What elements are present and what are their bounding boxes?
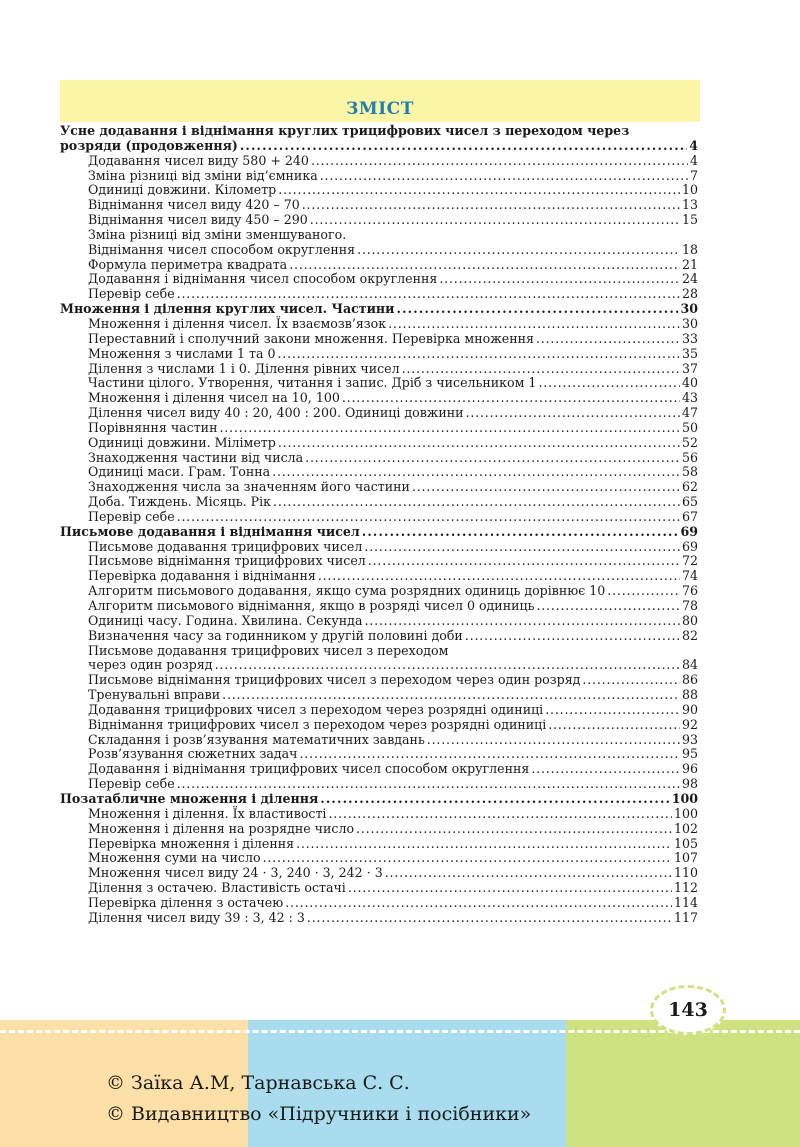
toc-page-number: 110 [673,865,698,881]
toc-leader-dots [278,183,680,198]
toc-page-number: 35 [681,345,698,361]
toc-entry-title: Віднімання чисел виду 450 – 290 [88,212,308,228]
toc-entry-row [60,169,698,184]
table-of-contents [60,124,698,926]
toc-entry-row [60,465,698,480]
toc-leader-dots [357,243,680,258]
toc-entry-row [60,362,698,377]
toc-page-number: 65 [681,494,698,510]
toc-entry-title: Знаходження частини від числа [88,449,304,465]
toc-entry-title: Множення і ділення. Їх властивості [88,805,327,821]
toc-leader-dots [299,747,680,762]
toc-entry-title: Частини цілого. Утворення, читання і запис. Дріб з чисельником 1 [88,375,537,391]
toc-leader-dots [607,584,680,599]
toc-leader-dots [536,332,680,347]
toc-leader-dots [465,629,680,644]
toc-title: ЗМІСТ [346,99,414,119]
toc-page-number: 90 [681,701,698,717]
toc-entry-row [60,436,698,451]
toc-entry-title: Ділення чисел виду 39 : 3, 42 : 3 [88,909,305,925]
toc-page-number: 74 [681,568,698,584]
toc-entry-title: Віднімання чисел способом округлення [88,241,356,257]
toc-leader-dots [215,658,680,673]
toc-entry-title: Порівняння частин [88,419,218,435]
toc-entry-row [60,540,698,555]
toc-entry-title: Одиниці часу. Година. Хвилина. Секунда [88,612,363,628]
toc-leader-dots [219,421,680,436]
toc-page-number: 98 [681,776,698,792]
toc-entry-row [60,703,698,718]
toc-entry-title: Одиниці довжини. Кілометр [88,182,277,198]
toc-page-number: 69 [680,523,698,539]
toc-page-number: 84 [681,657,698,673]
toc-leader-dots [310,213,680,228]
toc-entry-row [60,376,698,391]
toc-entry-row [60,258,698,273]
toc-leader-dots [177,510,680,525]
toc-page-number: 7 [689,167,698,183]
toc-entry-row [60,213,698,228]
toc-entry-title: Визначення часу за годинником у другій половині доби [88,627,463,643]
toc-entry-row [60,198,698,213]
toc-entry-title: Доба. Тиждень. Місяць. Рік [88,494,272,510]
toc-entry-title: Складання і розв’язування математичних завдань [88,731,425,747]
toc-entry-row [60,554,698,569]
toc-page-number: 30 [681,315,698,331]
toc-leader-dots [385,866,672,881]
toc-entry-row [60,421,698,436]
toc-entry-row [60,495,698,510]
toc-entry-title: Віднімання чисел виду 420 – 70 [88,197,300,213]
toc-entry-title: через один розряд [88,657,213,673]
toc-section-row [60,525,698,540]
toc-entry-title: Додавання трицифрових чисел з переходом через розрядні одиниці [88,701,544,717]
toc-entry-row [60,688,698,703]
toc-leader-dots [320,169,688,184]
toc-page-number: 10 [681,182,698,198]
toc-leader-dots [364,614,680,629]
toc-page-number: 62 [681,479,698,495]
toc-entry-title: Перевір себе [88,508,175,524]
toc-leader-dots [348,881,672,896]
toc-leader-dots [296,837,672,852]
toc-page-number: 96 [681,761,698,777]
toc-entry-row [60,777,698,792]
toc-entry-title: Алгоритм письмового додавання, якщо сума розрядних одиниць дорівнює 10 [88,583,606,599]
toc-entry-title: Переставний і сполучний закони множення. Перевірка множення [88,330,534,346]
toc-entry-row [60,510,698,525]
toc-entry-title: розряди (продовження) [60,137,238,153]
toc-entry-title: Перевірка множення і ділення [88,835,295,851]
toc-page-number: 33 [681,330,698,346]
toc-leader-dots [439,272,680,287]
toc-entry-title: Письмове додавання трицифрових чисел з переходом [88,642,449,658]
toc-entry-row [60,599,698,614]
toc-entry-title: Віднімання трицифрових чисел з переходом через розрядні одиниці [88,716,547,732]
toc-section-row [60,139,698,154]
toc-page-number: 28 [681,286,698,302]
toc-section-row [60,302,698,317]
toc-entry-row [60,762,698,777]
toc-leader-dots [240,139,687,154]
toc-leader-dots [368,554,680,569]
toc-entry-row [60,287,698,302]
toc-entry-row [60,896,698,911]
toc-leader-dots [278,347,680,362]
toc-entry-row [60,451,698,466]
toc-leader-dots [272,465,680,480]
toc-entry-title: Письмове віднімання трицифрових чисел [88,553,366,569]
toc-leader-dots [305,451,680,466]
toc-leader-dots [427,733,680,748]
toc-entry-title: Формула периметра квадрата [88,256,288,272]
toc-entry-title: Множення і ділення чисел. Їх взаємозв’язок [88,315,387,331]
toc-header-band [60,80,700,122]
toc-entry-title: Тренувальні вправи [88,687,221,703]
toc-entry-title: Множення і ділення на розрядне число [88,820,355,836]
toc-entry-row [60,183,698,198]
toc-entry-row [60,243,698,258]
toc-entry-row [60,658,698,673]
toc-entry-title: Позатабличне множення і ділення [60,790,319,806]
toc-leader-dots [364,540,680,555]
toc-page-number: 92 [681,716,698,732]
toc-page-number: 102 [673,820,698,836]
toc-page-number: 58 [681,464,698,480]
toc-entry-title: Множення з числами 1 та 0 [88,345,276,361]
toc-leader-dots [356,822,672,837]
toc-leader-dots [285,896,672,911]
toc-page-number: 67 [681,508,698,524]
toc-page-number: 15 [681,212,698,228]
toc-entry-title: Додавання чисел виду 580 + 240 [88,152,309,168]
toc-page-number: 86 [681,672,698,688]
toc-leader-dots [320,792,669,807]
toc-entry-row [60,347,698,362]
toc-entry-row [60,733,698,748]
toc-entry-row [60,629,698,644]
toc-leader-dots [311,154,688,169]
toc-entry-title: Множення і ділення чисел на 10, 100 [88,390,340,406]
toc-entry-row [60,644,698,659]
toc-entry-row [60,569,698,584]
toc-entry-title: Одиниці маси. Грам. Тонна [88,464,271,480]
toc-entry-row [60,391,698,406]
toc-page-number: 21 [681,256,698,272]
toc-entry-row [60,228,698,243]
toc-entry-row [60,911,698,926]
toc-entry-title: Перевір себе [88,776,175,792]
toc-leader-dots [545,703,680,718]
toc-leader-dots [289,258,680,273]
toc-leader-dots [307,911,672,926]
toc-page-number: 43 [681,390,698,406]
toc-page-number: 78 [681,598,698,613]
toc-leader-dots [536,599,680,614]
toc-entry-row [60,332,698,347]
footer-green-band [566,1020,800,1147]
copyright-publisher: © Видавництво «Підручники і посібники» [106,1103,532,1125]
toc-entry-title: Розв’язування сюжетних задач [88,746,298,762]
toc-page-number: 13 [681,197,698,213]
toc-leader-dots [302,198,680,213]
copyright-authors: © Заїка А.М, Тарнавська С. С. [106,1072,410,1094]
toc-page-number: 4 [689,137,698,153]
toc-page-number: 93 [681,731,698,747]
toc-leader-dots [318,569,680,584]
toc-entry-title: Усне додавання і віднімання круглих трицифрових чисел з переходом через [60,123,630,138]
toc-entry-row [60,881,698,896]
toc-entry-row [60,317,698,332]
page-number: 143 [668,999,708,1021]
toc-leader-dots [263,851,672,866]
toc-entry-row [60,673,698,688]
toc-page-number: 88 [681,687,698,703]
toc-leader-dots [466,406,680,421]
toc-leader-dots [328,807,671,822]
toc-entry-title: Письмове додавання і віднімання чисел [60,523,360,539]
toc-entry-title: Ділення чисел виду 40 : 20, 400 : 200. Одиниці довжини [88,405,464,421]
toc-entry-row [60,406,698,421]
toc-entry-title: Перевірка ділення з остачею [88,894,284,910]
toc-page-number: 69 [681,538,698,554]
toc-leader-dots [222,688,680,703]
toc-entry-title: Додавання і віднімання трицифрових чисел способом округлення [88,761,530,777]
toc-entry-title: Множення суми на число [88,850,261,866]
toc-section-row [60,124,698,139]
toc-entry-title: Ділення з остачею. Властивість остачі [88,880,346,896]
toc-page-number: 100 [671,790,698,806]
toc-entry-row [60,480,698,495]
toc-entry-title: Зміна різниці від зміни зменшуваного. [88,226,347,242]
toc-page-number: 40 [681,375,698,391]
toc-page-number: 105 [673,835,698,851]
toc-page-number: 114 [673,894,698,910]
toc-entry-row [60,807,698,822]
toc-page-number: 47 [681,405,698,421]
toc-leader-dots [548,718,680,733]
toc-page-number: 56 [681,449,698,465]
toc-entry-row [60,747,698,762]
toc-leader-dots [177,287,680,302]
toc-entry-title: Одиниці довжини. Міліметр [88,434,276,450]
toc-entry-row [60,272,698,287]
toc-entry-title: Додавання і віднімання чисел способом округлення [88,271,438,287]
toc-entry-title: Зміна різниці від зміни від’ємника [88,167,318,183]
toc-entry-title: Множення і ділення круглих чисел. Частини [60,301,395,317]
toc-entry-title: Множення чисел виду 24 · 3, 240 · 3, 242 · 3 [88,865,383,881]
toc-leader-dots [342,391,680,406]
toc-section-row [60,792,698,807]
toc-page-number: 50 [681,419,698,435]
toc-entry-title: Ділення з числами 1 і 0. Ділення рівних чисел [88,360,400,376]
toc-entry-title: Письмове віднімання трицифрових чисел з переходом через один розряд [88,672,581,688]
toc-entry-row [60,822,698,837]
toc-page-number: 30 [680,301,698,317]
toc-page-number: 18 [681,241,698,257]
toc-page-number: 112 [673,880,698,896]
toc-leader-dots [273,495,680,510]
toc-leader-dots [402,362,680,377]
toc-page-number: 37 [681,360,698,376]
toc-leader-dots [388,317,680,332]
toc-leader-dots [278,436,680,451]
toc-leader-dots [582,673,680,688]
toc-entry-row [60,866,698,881]
toc-leader-dots [412,480,680,495]
toc-page-number: 24 [681,271,698,287]
toc-entry-title: Алгоритм письмового віднімання, якщо в розряді чисел 0 одиниць [88,598,535,613]
toc-page-number: 72 [681,553,698,569]
toc-page-number: 117 [673,909,698,925]
toc-page-number: 80 [681,612,698,628]
toc-entry-row [60,614,698,629]
toc-leader-dots [177,777,680,792]
toc-page-number: 52 [681,434,698,450]
toc-page-number: 100 [673,805,698,821]
toc-entry-row [60,718,698,733]
toc-entry-row [60,837,698,852]
toc-leader-dots [397,302,679,317]
toc-page-number: 4 [689,152,698,168]
toc-entry-title: Письмове додавання трицифрових чисел [88,538,363,554]
toc-entry-title: Перевірка додавання і віднімання [88,568,316,584]
toc-leader-dots [362,525,679,540]
toc-entry-row [60,584,698,599]
toc-leader-dots [531,762,680,777]
toc-entry-row [60,154,698,169]
toc-entry-title: Знаходження числа за значенням його частини [88,479,410,495]
toc-leader-dots [538,376,680,391]
toc-entry-row [60,851,698,866]
toc-page-number: 76 [681,583,698,599]
page-number-badge [650,985,726,1035]
toc-page-number: 107 [673,850,698,866]
toc-page-number: 95 [681,746,698,762]
toc-entry-title: Перевір себе [88,286,175,302]
toc-page-number: 82 [681,627,698,643]
